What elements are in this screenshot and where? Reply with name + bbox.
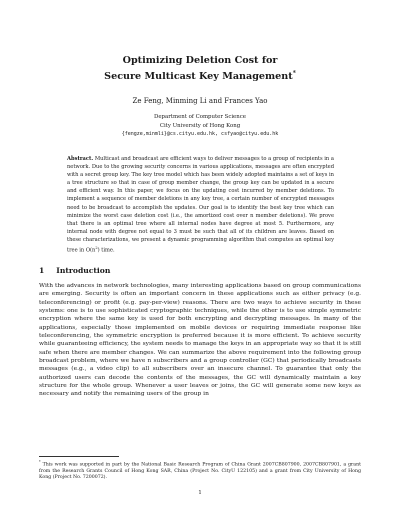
page-number: 1 xyxy=(198,490,202,496)
section-heading xyxy=(39,266,110,275)
footnote-mark: * xyxy=(39,460,41,464)
abstract-text: Multicast and broadcast are efficient ways to deliver messages to a group of recipients in a network. Due to the growing security concerns in various applications, messages are often encrypted with a secret group key. The key tree model which has been widely adopted maintains a set of keys in a tree structure so that in case of group member change, the group key can be updated in a secure and efficient way. In this paper, we focus on the updating cost incurred by member deletions. To implement a sequence of member deletions in any key tree, a certain number of encrypted messages need to be broadcast to accomplish the updates. Our goal is to identify the best key tree which can minimize the worst case deletion cost (i.e., the amortized cost over n member deletions). We prove that there is an optimal tree where all internal nodes have degree at most 5. Furthermore, any internal node with degree not equal to 3 must be such that all of its children are leaves. Based on these characterizations, we present a dynamic programming algorithm that computes an optimal key tree in O(n xyxy=(67,156,334,254)
abstract-exponent: 2 xyxy=(95,246,98,251)
author-list: Ze Feng, Minming Li and Frances Yao xyxy=(132,97,268,105)
paper-title xyxy=(0,55,400,83)
section-title: Introduction xyxy=(56,266,111,275)
author-emails: {fengze,minmli}@cs.cityu.edu.hk, csfyao@cityu.edu.hk xyxy=(121,131,279,137)
affiliation xyxy=(0,113,400,139)
footnote-rule xyxy=(39,456,119,457)
affiliation-university: City University of Hong Kong xyxy=(159,122,241,129)
body-paragraph: With the advances in network technologies, many interesting applications based on group communications are emerging. Security is often an important concern in these applications such as either privacy (e.g. teleconferencing) or profit (e.g. pay-per-view) reasons. There are two ways to achieve security in these systems: one is to use sophisticated cryptographic techniques, while the other is to use simple symmetric encryption where the same key is used for both encrypting and decrypting messages. In many of the applications, especially those implemented on mobile devices or requiring immediate response like teleconferencing, the symmetric encryption is preferred because it is more efficient. To achieve security while guaranteeing efficiency, the system needs to manage the keys in an appropriate way so that it is still safe when there are member changes. We can summarize the above requirement into the following group broadcast problem, where we have n subscribers and a group controller (GC) that periodically broadcasts messages (e.g., a video clip) to all subscribers over an insecure channel. To guarantee that only the authorized users can decode the contents of the messages, the GC will dynamically maintain a key structure for the whole group. Whenever a user leaves or joins, the GC will generate some new keys as necessary and notify the remaining users of the group in xyxy=(39,283,361,398)
section-number: 1 xyxy=(39,266,45,275)
abstract xyxy=(67,155,334,255)
footnote xyxy=(39,459,361,482)
abstract-label: Abstract. xyxy=(67,156,94,162)
abstract-text-end: ) time. xyxy=(97,247,115,254)
affiliation-department: Department of Computer Science xyxy=(154,114,246,120)
footnote-text: This work was supported in part by the National Basic Research Program of China Grant 2007CB807900, 2007CB807901, a grant from the Research Grants Council of Hong Kong SAR, China (Project No. CityU 122105) and a grant from City University of Hong Kong (Project No. 7200072). xyxy=(39,462,361,481)
title-line-1: Optimizing Deletion Cost for xyxy=(122,55,278,66)
title-line-2: Secure Multicast Key Management* xyxy=(104,69,296,82)
title-footnote-mark: * xyxy=(292,69,296,77)
